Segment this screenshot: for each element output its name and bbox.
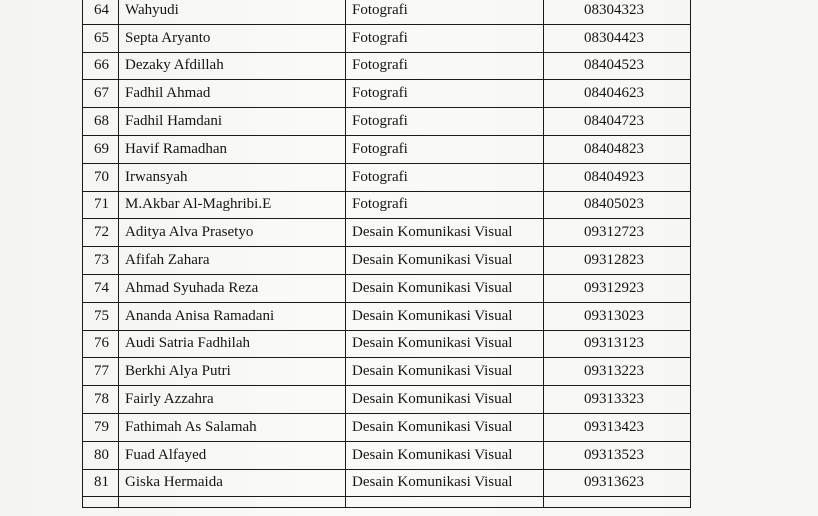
table-row <box>83 191 691 219</box>
table-row <box>83 302 691 330</box>
department-cell: Fotografi <box>346 163 544 191</box>
student-name-cell: Giska Hermaida <box>119 469 346 497</box>
row-number-cell: 77 <box>83 358 119 386</box>
student-id-cell: 08404723 <box>544 108 691 136</box>
student-id-cell: 09313023 <box>544 302 691 330</box>
department-cell: Desain Komunikasi Visual <box>346 302 544 330</box>
student-name-cell: Berkhi Alya Putri <box>119 358 346 386</box>
student-id-cell: 09313123 <box>544 330 691 358</box>
department-cell: Desain Komunikasi Visual <box>346 386 544 414</box>
student-id-cell: 09312823 <box>544 247 691 275</box>
student-id-cell: 08404923 <box>544 163 691 191</box>
student-id-cell: 09312723 <box>544 219 691 247</box>
department-cell: Desain Komunikasi Visual <box>346 469 544 497</box>
table-row <box>83 108 691 136</box>
table-row <box>83 135 691 163</box>
student-id-cell: 08304423 <box>544 24 691 52</box>
table-row <box>83 247 691 275</box>
row-number-cell: 70 <box>83 163 119 191</box>
department-cell: Desain Komunikasi Visual <box>346 413 544 441</box>
department-cell: Fotografi <box>346 24 544 52</box>
student-name-cell: Audi Satria Fadhilah <box>119 330 346 358</box>
row-number-cell: 79 <box>83 413 119 441</box>
student-name-cell: Fadhil Hamdani <box>119 108 346 136</box>
department-cell: Fotografi <box>346 0 544 24</box>
department-cell: Fotografi <box>346 80 544 108</box>
student-name-cell: Septa Aryanto <box>119 24 346 52</box>
student-name-cell: Aditya Alva Prasetyo <box>119 219 346 247</box>
empty-cell <box>346 497 544 508</box>
department-cell: Desain Komunikasi Visual <box>346 247 544 275</box>
student-id-cell: 09313423 <box>544 413 691 441</box>
student-name-cell: Fairly Azzahra <box>119 386 346 414</box>
row-number-cell: 78 <box>83 386 119 414</box>
table-row <box>83 52 691 80</box>
student-name-cell: Ahmad Syuhada Reza <box>119 274 346 302</box>
student-id-cell: 08404623 <box>544 80 691 108</box>
student-id-cell: 09312923 <box>544 274 691 302</box>
empty-cell <box>119 497 346 508</box>
row-number-cell: 76 <box>83 330 119 358</box>
row-number-cell: 75 <box>83 302 119 330</box>
student-id-cell: 09313523 <box>544 441 691 469</box>
department-cell: Fotografi <box>346 108 544 136</box>
department-cell: Fotografi <box>346 135 544 163</box>
table-row <box>83 358 691 386</box>
student-table-body <box>83 0 691 508</box>
student-id-cell: 09313223 <box>544 358 691 386</box>
row-number-cell: 67 <box>83 80 119 108</box>
student-name-cell: Ananda Anisa Ramadani <box>119 302 346 330</box>
student-table <box>82 0 691 508</box>
row-number-cell: 66 <box>83 52 119 80</box>
row-number-cell: 81 <box>83 469 119 497</box>
table-row <box>83 80 691 108</box>
table-row <box>83 219 691 247</box>
row-number-cell: 73 <box>83 247 119 275</box>
department-cell: Fotografi <box>346 52 544 80</box>
student-name-cell: Havif Ramadhan <box>119 135 346 163</box>
student-id-cell: 08404823 <box>544 135 691 163</box>
student-name-cell: Irwansyah <box>119 163 346 191</box>
student-id-cell: 08404523 <box>544 52 691 80</box>
table-row <box>83 469 691 497</box>
table-row <box>83 413 691 441</box>
row-number-cell: 80 <box>83 441 119 469</box>
department-cell: Desain Komunikasi Visual <box>346 219 544 247</box>
table-row <box>83 274 691 302</box>
table-row <box>83 330 691 358</box>
department-cell: Desain Komunikasi Visual <box>346 274 544 302</box>
student-id-cell: 09313323 <box>544 386 691 414</box>
table-row <box>83 24 691 52</box>
table-row <box>83 441 691 469</box>
table-row <box>83 386 691 414</box>
table-row <box>83 163 691 191</box>
student-name-cell: M.Akbar Al-Maghribi.E <box>119 191 346 219</box>
student-name-cell: Fuad Alfayed <box>119 441 346 469</box>
row-number-cell: 68 <box>83 108 119 136</box>
table-row-cutoff <box>83 497 691 508</box>
row-number-cell: 71 <box>83 191 119 219</box>
student-name-cell: Afifah Zahara <box>119 247 346 275</box>
row-number-cell: 64 <box>83 0 119 24</box>
student-id-cell: 08304323 <box>544 0 691 24</box>
empty-cell <box>83 497 119 508</box>
department-cell: Desain Komunikasi Visual <box>346 330 544 358</box>
row-number-cell: 72 <box>83 219 119 247</box>
table-row <box>83 0 691 24</box>
student-id-cell: 08405023 <box>544 191 691 219</box>
department-cell: Desain Komunikasi Visual <box>346 441 544 469</box>
student-name-cell: Fathimah As Salamah <box>119 413 346 441</box>
student-name-cell: Wahyudi <box>119 0 346 24</box>
department-cell: Desain Komunikasi Visual <box>346 358 544 386</box>
student-id-cell: 09313623 <box>544 469 691 497</box>
row-number-cell: 74 <box>83 274 119 302</box>
department-cell: Fotografi <box>346 191 544 219</box>
empty-cell <box>544 497 691 508</box>
student-name-cell: Dezaky Afdillah <box>119 52 346 80</box>
student-name-cell: Fadhil Ahmad <box>119 80 346 108</box>
row-number-cell: 65 <box>83 24 119 52</box>
row-number-cell: 69 <box>83 135 119 163</box>
